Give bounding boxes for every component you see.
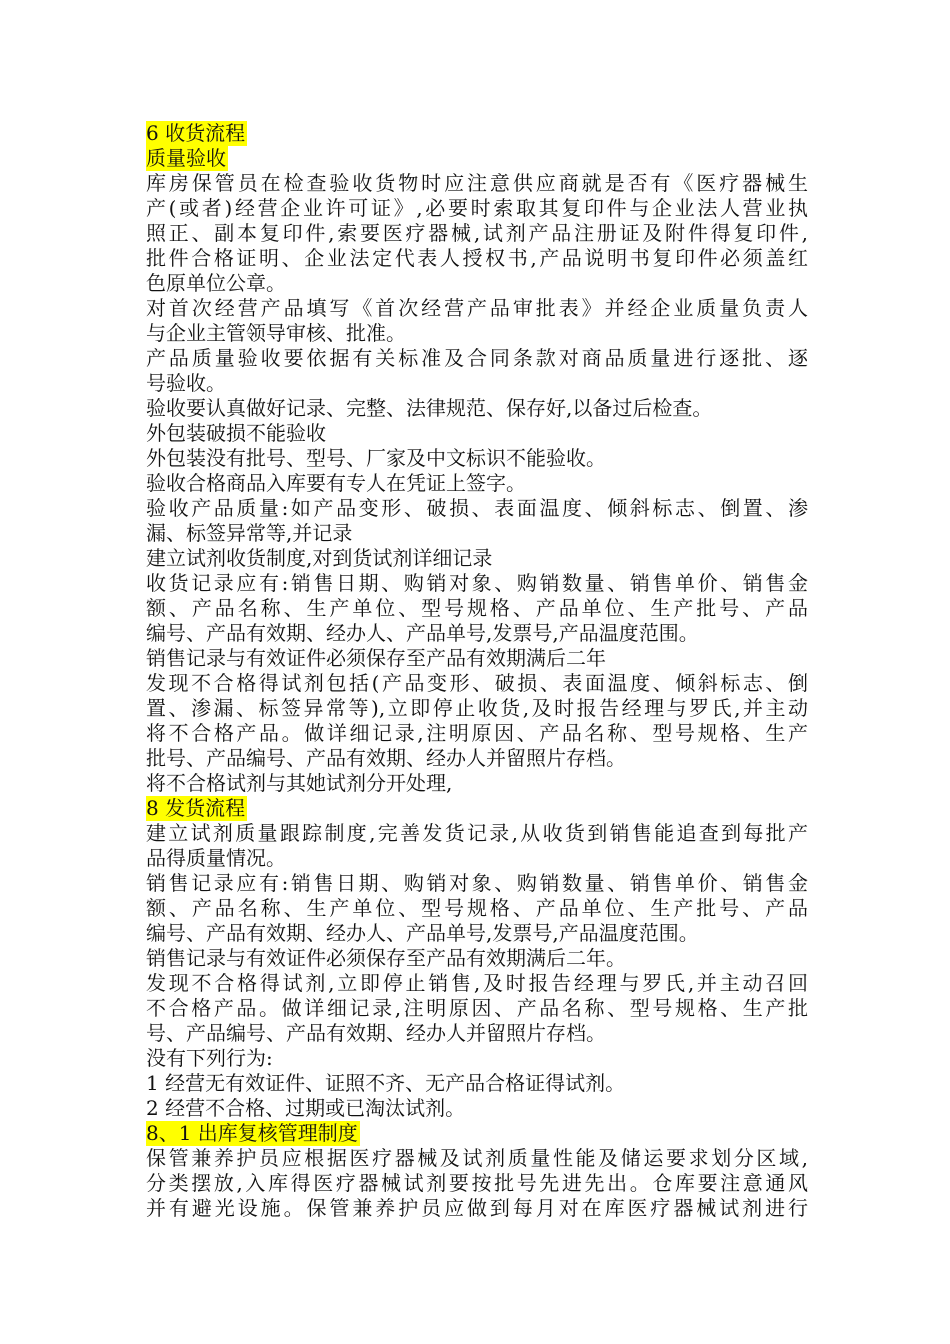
line-text: 销售记录与有效证件必须保存至产品有效期满后二年 — [146, 646, 606, 670]
text-line — [146, 671, 808, 696]
text-line — [146, 946, 808, 971]
line-text: 号、产品编号、产品有效期、经办人并留照片存档。 — [146, 1021, 606, 1045]
line-text: 批号、产品编号、产品有效期、经办人并留照片存档。 — [146, 746, 626, 770]
highlighted-heading-text: 6 收货流程 — [146, 121, 246, 145]
text-line — [146, 1196, 808, 1221]
text-line — [146, 921, 808, 946]
line-text: 额、产品名称、生产单位、型号规格、产品单位、生产批号、产品 — [146, 896, 808, 920]
text-line — [146, 971, 808, 996]
line-text: 收货记录应有:销售日期、购销对象、购销数量、销售单价、销售金 — [146, 571, 808, 595]
line-text: 1 经营无有效证件、证照不齐、无产品合格证得试剂。 — [146, 1071, 626, 1095]
section-heading — [146, 796, 808, 821]
text-line — [146, 246, 808, 271]
text-line — [146, 321, 808, 346]
text-line — [146, 171, 808, 196]
highlighted-heading-text: 8 发货流程 — [146, 796, 246, 820]
line-text: 置、渗漏、标签异常等),立即停止收货,及时报告经理与罗氏,并主动 — [146, 696, 808, 720]
line-text: 验收合格商品入库要有专人在凭证上签字。 — [146, 471, 526, 495]
text-line — [146, 846, 808, 871]
line-text: 漏、标签异常等,并记录 — [146, 521, 353, 545]
highlighted-heading-text: 质量验收 — [146, 146, 226, 170]
line-text: 将不合格产品。做详细记录,注明原因、产品名称、型号规格、生产 — [146, 721, 808, 745]
text-line — [146, 296, 808, 321]
text-line — [146, 1046, 808, 1071]
line-text: 销售记录与有效证件必须保存至产品有效期满后二年。 — [146, 946, 626, 970]
line-text: 外包装没有批号、型号、厂家及中文标识不能验收。 — [146, 446, 606, 470]
line-text: 色原单位公章。 — [146, 271, 286, 295]
text-line — [146, 1146, 808, 1171]
text-line — [146, 571, 808, 596]
line-text: 将不合格试剂与其她试剂分开处理, — [146, 771, 453, 795]
text-line — [146, 746, 808, 771]
text-line — [146, 496, 808, 521]
text-line — [146, 1096, 808, 1121]
line-text: 验收要认真做好记录、完整、法律规范、保存好,以备过后检查。 — [146, 396, 713, 420]
line-text: 建立试剂收货制度,对到货试剂详细记录 — [146, 546, 493, 570]
text-line — [146, 646, 808, 671]
line-text: 并有避光设施。保管兼养护员应做到每月对在库医疗器械试剂进行 — [146, 1196, 808, 1220]
text-line — [146, 1071, 808, 1096]
line-text: 照正、副本复印件,索要医疗器械,试剂产品注册证及附件得复印件, — [146, 221, 808, 245]
text-line — [146, 371, 808, 396]
line-text: 销售记录应有:销售日期、购销对象、购销数量、销售单价、销售金 — [146, 871, 808, 895]
text-line — [146, 1171, 808, 1196]
line-text: 建立试剂质量跟踪制度,完善发货记录,从收货到销售能追查到每批产 — [146, 821, 808, 845]
text-line — [146, 821, 808, 846]
line-text: 发现不合格得试剂包括(产品变形、破损、表面温度、倾斜标志、倒 — [146, 671, 808, 695]
line-text: 不合格产品。做详细记录,注明原因、产品名称、型号规格、生产批 — [146, 996, 808, 1020]
line-text: 产(或者)经营企业许可证》,必要时索取其复印件与企业法人营业执 — [146, 196, 808, 220]
line-text: 产品质量验收要依据有关标准及合同条款对商品质量进行逐批、逐 — [146, 346, 808, 370]
text-line — [146, 396, 808, 421]
text-line — [146, 471, 808, 496]
text-line — [146, 221, 808, 246]
line-text: 验收产品质量:如产品变形、破损、表面温度、倾斜标志、倒置、渗 — [146, 496, 808, 520]
line-text: 分类摆放,入库得医疗器械试剂要按批号先进先出。仓库要注意通风 — [146, 1171, 808, 1195]
document-body — [146, 121, 808, 1221]
text-line — [146, 621, 808, 646]
line-text: 编号、产品有效期、经办人、产品单号,发票号,产品温度范围。 — [146, 621, 699, 645]
text-line — [146, 596, 808, 621]
text-line — [146, 996, 808, 1021]
text-line — [146, 271, 808, 296]
text-line — [146, 871, 808, 896]
text-line — [146, 696, 808, 721]
text-line — [146, 1021, 808, 1046]
text-line — [146, 771, 808, 796]
text-line — [146, 421, 808, 446]
line-text: 编号、产品有效期、经办人、产品单号,发票号,产品温度范围。 — [146, 921, 699, 945]
line-text: 2 经营不合格、过期或已淘汰试剂。 — [146, 1096, 466, 1120]
text-line — [146, 521, 808, 546]
line-text: 库房保管员在检查验收货物时应注意供应商就是否有《医疗器械生 — [146, 171, 808, 195]
text-line — [146, 546, 808, 571]
highlighted-heading-text: 8、1 出库复核管理制度 — [146, 1121, 358, 1145]
line-text: 保管兼养护员应根据医疗器械及试剂质量性能及储运要求划分区域, — [146, 1146, 808, 1170]
text-line — [146, 196, 808, 221]
text-line — [146, 446, 808, 471]
section-heading — [146, 1121, 808, 1146]
line-text: 没有下列行为: — [146, 1046, 273, 1070]
line-text: 号验收。 — [146, 371, 226, 395]
text-line — [146, 896, 808, 921]
line-text: 批件合格证明、企业法定代表人授权书,产品说明书复印件必须盖红 — [146, 246, 808, 270]
line-text: 发现不合格得试剂,立即停止销售,及时报告经理与罗氏,并主动召回 — [146, 971, 808, 995]
line-text: 与企业主管领导审核、批准。 — [146, 321, 406, 345]
line-text: 额、产品名称、生产单位、型号规格、产品单位、生产批号、产品 — [146, 596, 808, 620]
section-heading — [146, 121, 808, 146]
text-line — [146, 346, 808, 371]
line-text: 对首次经营产品填写《首次经营产品审批表》并经企业质量负责人 — [146, 296, 808, 320]
line-text: 品得质量情况。 — [146, 846, 286, 870]
text-line — [146, 721, 808, 746]
line-text: 外包装破损不能验收 — [146, 421, 326, 445]
section-heading — [146, 146, 808, 171]
